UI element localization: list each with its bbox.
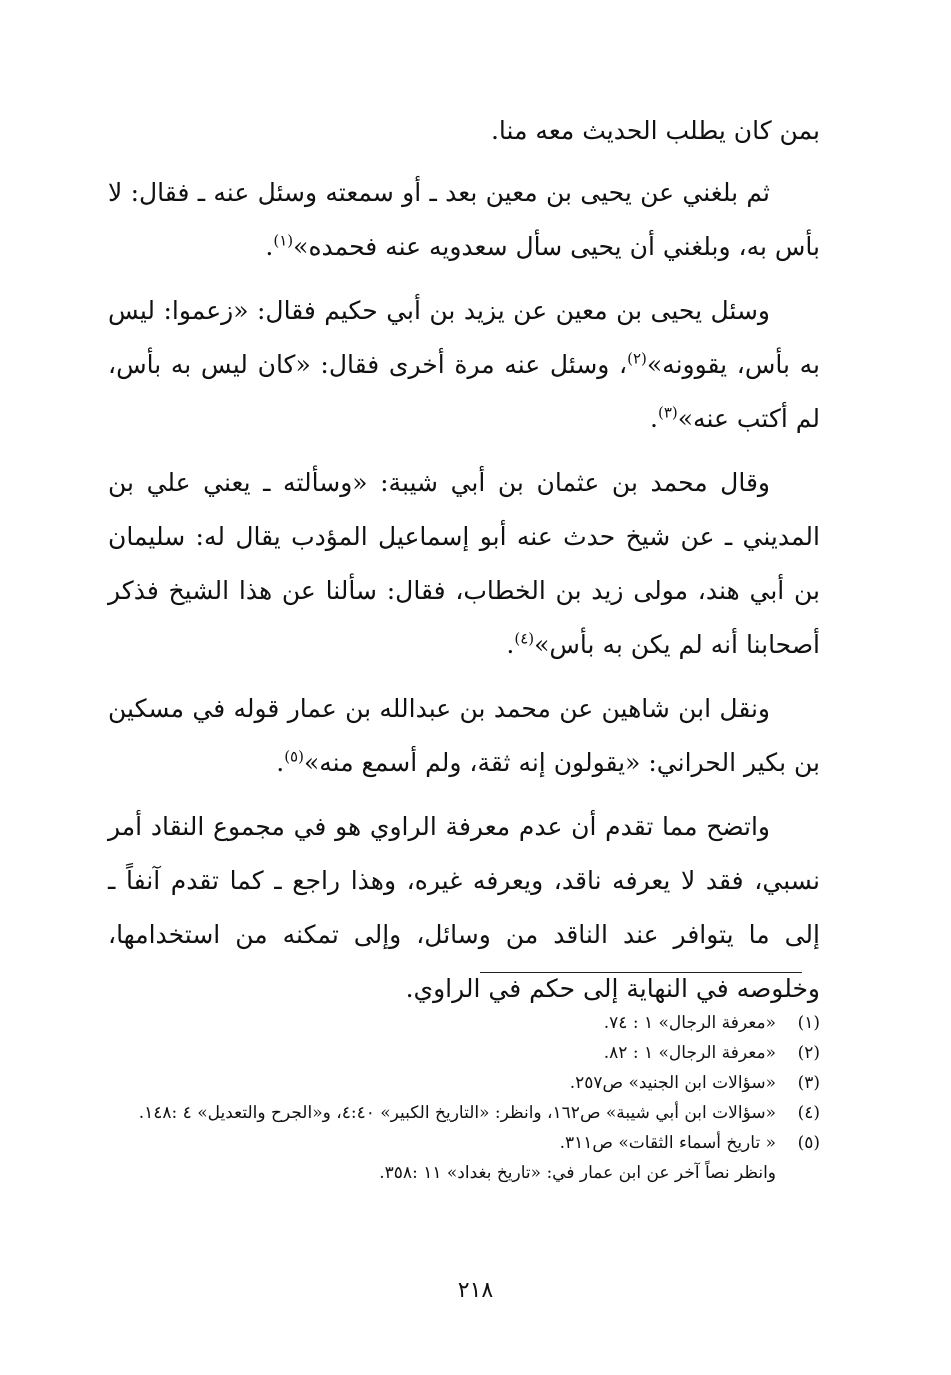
footnote-number: (١) — [797, 1013, 820, 1033]
footnote-ref-2[interactable]: (٢) — [627, 349, 647, 368]
paragraph-text: بمن كان يطلب الحديث معه منا. — [490, 116, 820, 145]
footnote-4 — [108, 1098, 820, 1128]
footnote-ref-1[interactable]: (١) — [273, 231, 294, 250]
paragraph-text: ثم بلغني عن يحيى بن معين بعد ـ أو سمعته وسئل عنه ـ فقال: لا بأس به، وبلغني أن يحيى سأل سعدويه عنه فحمده» — [108, 178, 820, 261]
footnote-text: « تاريخ أسماء الثقات» ص٣١١. — [559, 1133, 776, 1153]
paragraph-end: . — [506, 630, 515, 659]
footnote-2 — [108, 1038, 820, 1068]
main-text — [108, 104, 820, 1026]
footnote-number: (٢) — [797, 1043, 820, 1063]
footnote-text: «سؤالات ابن أبي شيبة» ص١٦٢، وانظر: «التاريخ الكبير» ٤:٤٠، و«الجرح والتعديل» ٤ :١٤٨. — [138, 1103, 776, 1123]
paragraph-end: . — [265, 232, 274, 261]
footnote-number: (٣) — [797, 1073, 820, 1093]
paragraph-end: . — [650, 404, 658, 433]
footnote-text: «سؤالات ابن الجنيد» ص٢٥٧. — [569, 1073, 776, 1093]
footnote-text: وانظر نصاً آخر عن ابن عمار في: «تاريخ بغداد» ١١ :٣٥٨. — [379, 1163, 776, 1183]
paragraph-text: ، وسئل عنه مرة أخرى فقال: «كان ليس به بأس، لم أكتب عنه» — [108, 350, 820, 433]
footnote-number: (٥) — [797, 1133, 820, 1153]
paragraph-4 — [108, 682, 820, 790]
paragraph-text: ونقل ابن شاهين عن محمد بن عبدالله بن عمار قوله في مسكين بن بكير الحراني: «يقولون إنه ثقة، ولم أسمع منه» — [108, 694, 820, 777]
footnote-text: «معرفة الرجال» ١ : ٧٤. — [603, 1013, 776, 1033]
paragraph-continuation — [108, 104, 820, 158]
paragraph-2 — [108, 284, 820, 446]
paragraph-text: وقال محمد بن عثمان بن أبي شيبة: «وسألته ـ يعني علي بن المديني ـ عن شيخ حدث عنه أبو إسماعيل المؤدب يقال له: سليمان بن أبي هند، مولى زيد بن الخطاب، فقال: سألنا عن هذا الشيخ فذكر أصحابنا أنه لم يكن به بأس» — [108, 468, 820, 659]
footnote-3 — [108, 1068, 820, 1098]
paragraph-text: وسئل يحيى بن معين عن يزيد بن أبي حكيم فقال: «زعموا: ليس به بأس، يقوونه» — [108, 296, 820, 379]
footnote-ref-3[interactable]: (٣) — [657, 403, 678, 422]
footnote-5 — [108, 1128, 820, 1158]
footnote-number: (٤) — [797, 1103, 820, 1123]
paragraph-end: . — [276, 748, 285, 777]
page-number: ٢١٨ — [457, 1278, 494, 1303]
paragraph-text: واتضح مما تقدم أن عدم معرفة الراوي هو في مجموع النقاد أمر نسبي، فقد لا يعرفه ناقد، ويعرفه غيره، وهذا راجع ـ كما تقدم آنفاً ـ إلى ما يتوافر عند الناقد من وسائل، وإلى تمكنه من استخدامها، وخلوصه في النهاية إلى حكم في الراوي. — [108, 812, 820, 1003]
footnote-ref-4[interactable]: (٤) — [514, 629, 535, 648]
footnote-number — [776, 1158, 820, 1188]
footnote-1 — [108, 1008, 820, 1038]
footnotes — [108, 1008, 820, 1188]
footnote-divider — [480, 972, 802, 973]
footnote-ref-5[interactable]: (٥) — [284, 747, 304, 766]
paragraph-5 — [108, 800, 820, 1016]
paragraph-3 — [108, 456, 820, 672]
paragraph-1 — [108, 166, 820, 274]
footnote-text: «معرفة الرجال» ١ : ٨٢. — [603, 1043, 776, 1063]
footnote-5-continuation — [108, 1158, 820, 1188]
